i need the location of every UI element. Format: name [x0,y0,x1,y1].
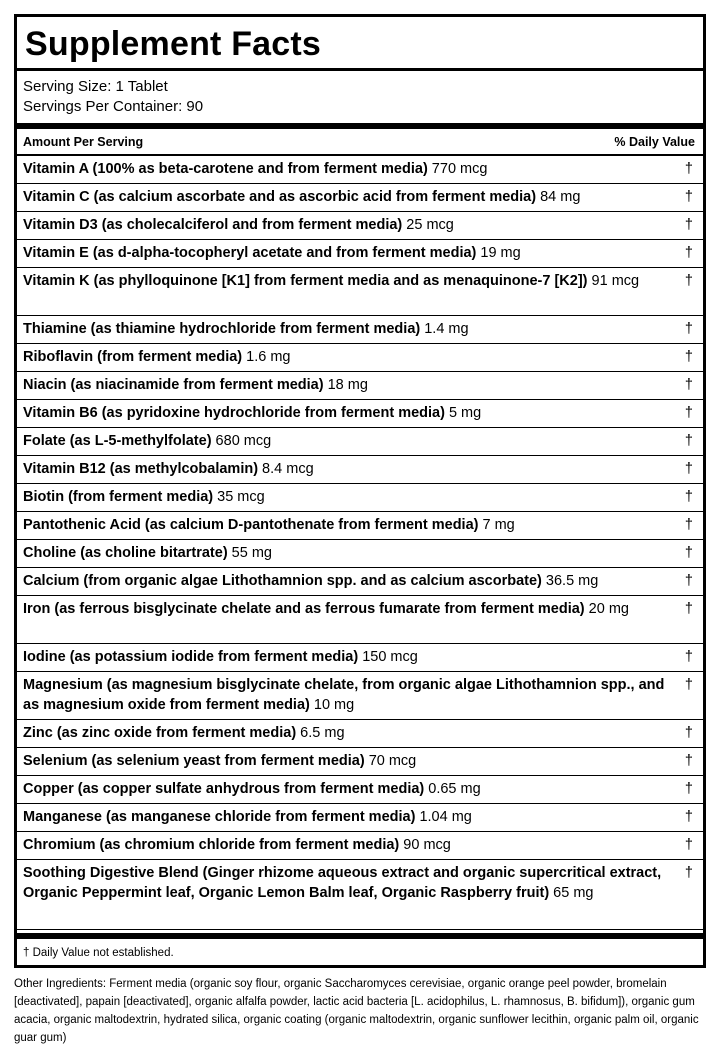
nutrient-name: Biotin (from ferment media) [23,489,214,505]
table-header [17,129,703,156]
nutrient-row [17,316,703,344]
nutrient-amount: 35 mcg [213,489,265,505]
nutrient-name: Folate (as L-5-methylfolate) [23,433,212,449]
nutrient-row [17,456,703,484]
daily-value-dagger: † [684,161,693,177]
daily-value-dagger: † [684,461,693,477]
daily-value-footnote: † Daily Value not established. [23,947,174,959]
daily-value-dagger: † [684,273,693,289]
nutrient-row [17,344,703,372]
nutrient-row [17,184,703,212]
nutrient-amount: 150 mcg [358,649,418,665]
nutrient-name: Magnesium (as magnesium bisglycinate chelate, from organic algae Lithothamnion spp., and as magnesium oxide from ferment media) [23,677,665,713]
nutrient-name: Choline (as choline bitartrate) [23,545,228,561]
nutrient-amount: 91 mcg [587,273,640,289]
daily-value-dagger: † [684,753,693,769]
daily-value-dagger: † [684,377,693,393]
nutrient-name: Iron (as ferrous bisglycinate chelate and as ferrous fumarate from ferment media) [23,601,585,617]
nutrient-name: Vitamin D3 (as cholecalciferol and from ferment media) [23,217,403,233]
nutrient-row [17,156,703,184]
nutrient-row [17,512,703,540]
daily-value-dagger: † [684,865,693,881]
daily-value-dagger: † [684,573,693,589]
supplement-facts-panel [14,14,706,968]
nutrient-amount: 55 mg [227,545,272,561]
nutrient-row [17,268,703,316]
nutrient-amount: 84 mg [536,189,581,205]
daily-value-dagger: † [684,649,693,665]
nutrient-row [17,748,703,776]
daily-value-dagger: † [684,781,693,797]
nutrient-row [17,644,703,672]
daily-value-dagger: † [684,677,693,693]
panel-title: Supplement Facts [17,17,703,71]
nutrient-table [17,156,703,930]
nutrient-name: Pantothenic Acid (as calcium D-pantothenate from ferment media) [23,517,479,533]
nutrient-amount: 70 mcg [364,753,417,769]
nutrient-name: Manganese (as manganese chloride from ferment media) [23,809,416,825]
nutrient-row [17,596,703,644]
daily-value-dagger: † [684,405,693,421]
daily-value-dagger: † [684,489,693,505]
nutrient-amount: 680 mcg [211,433,272,449]
nutrient-amount: 0.65 mg [424,781,481,797]
daily-value-dagger: † [684,217,693,233]
nutrient-row [17,540,703,568]
nutrient-row [17,804,703,832]
daily-value-dagger: † [684,517,693,533]
nutrient-amount: 1.04 mg [415,809,472,825]
nutrient-amount: 10 mg [309,697,355,713]
nutrient-row [17,428,703,456]
nutrient-row [17,672,703,720]
nutrient-amount: 65 mg [549,885,594,901]
daily-value-dagger: † [684,837,693,853]
nutrient-name: Vitamin A (100% as beta-carotene and from ferment media) [23,161,428,177]
nutrient-row [17,372,703,400]
thick-divider-bottom [17,933,703,939]
serving-info [17,74,703,123]
daily-value-dagger: † [684,601,693,617]
nutrient-amount: 5 mg [444,405,482,421]
nutrient-row [17,776,703,804]
daily-value-dagger: † [684,189,693,205]
nutrient-row [17,484,703,512]
serving-size: Serving Size: 1 Tablet [23,78,168,95]
nutrient-name: Riboflavin (from ferment media) [23,349,243,365]
nutrient-name: Copper (as copper sulfate anhydrous from ferment media) [23,781,425,797]
nutrient-name: Iodine (as potassium iodide from ferment media) [23,649,359,665]
nutrient-row [17,568,703,596]
nutrient-amount: 1.6 mg [242,349,291,365]
nutrient-row [17,860,703,930]
nutrient-name: Chromium (as chromium chloride from ferment media) [23,837,400,853]
amount-per-serving-heading: Amount Per Serving [23,135,144,149]
daily-value-dagger: † [684,725,693,741]
nutrient-name: Soothing Digestive Blend (Ginger rhizome aqueous extract and organic supercritical extract, Organic Peppermint leaf, Organic Lemon Balm leaf, Organic Raspberry fruit) [23,865,662,901]
nutrient-amount: 770 mcg [427,161,488,177]
nutrient-row [17,400,703,428]
nutrient-name: Vitamin C (as calcium ascorbate and as ascorbic acid from ferment media) [23,189,537,205]
nutrient-row [17,240,703,268]
nutrient-amount: 18 mg [323,377,368,393]
nutrient-amount: 90 mcg [399,837,451,853]
nutrient-amount: 1.4 mg [420,321,469,337]
nutrient-name: Vitamin B6 (as pyridoxine hydrochloride from ferment media) [23,405,445,421]
daily-value-dagger: † [684,545,693,561]
nutrient-row [17,720,703,748]
nutrient-name: Selenium (as selenium yeast from ferment media) [23,753,365,769]
nutrient-amount: 25 mcg [402,217,454,233]
nutrient-name: Thiamine (as thiamine hydrochloride from ferment media) [23,321,421,337]
daily-value-dagger: † [684,321,693,337]
daily-value-dagger: † [684,245,693,261]
servings-per-container: Servings Per Container: 90 [23,98,204,115]
nutrient-name: Vitamin K (as phylloquinone [K1] from ferment media and as menaquinone-7 [K2]) [23,273,588,289]
nutrient-name: Calcium (from organic algae Lithothamnion spp. and as calcium ascorbate) [23,573,542,589]
nutrient-row [17,212,703,240]
nutrient-amount: 7 mg [478,517,515,533]
other-ingredients: Other Ingredients: Ferment media (organic soy flour, organic Saccharomyces cerevisiae, organic orange peel powder, bromelain [deactivated], papain [deactivated], organic alfalfa powder, lactic acid bacteria [L. acidophilus, L. rhamnosus, B. bifidum]), organic gum acacia, organic maltodextrin, hydrated silica, organic coating (organic maltodextrin, organic sunflower lecithin, organic palm oil, organic guar gum) [14,978,699,1044]
nutrient-name: Vitamin B12 (as methylcobalamin) [23,461,259,477]
nutrient-name: Niacin (as niacinamide from ferment media) [23,377,324,393]
nutrient-amount: 6.5 mg [296,725,345,741]
daily-value-dagger: † [684,349,693,365]
nutrient-amount: 19 mg [476,245,521,261]
nutrient-amount: 20 mg [584,601,629,617]
daily-value-dagger: † [684,433,693,449]
nutrient-name: Vitamin E (as d-alpha-tocopheryl acetate and from ferment media) [23,245,477,261]
nutrient-amount: 8.4 mcg [258,461,314,477]
daily-value-dagger: † [684,809,693,825]
daily-value-heading: % Daily Value [614,135,695,149]
nutrient-amount: 36.5 mg [541,573,599,589]
nutrient-name: Zinc (as zinc oxide from ferment media) [23,725,297,741]
nutrient-row [17,832,703,860]
